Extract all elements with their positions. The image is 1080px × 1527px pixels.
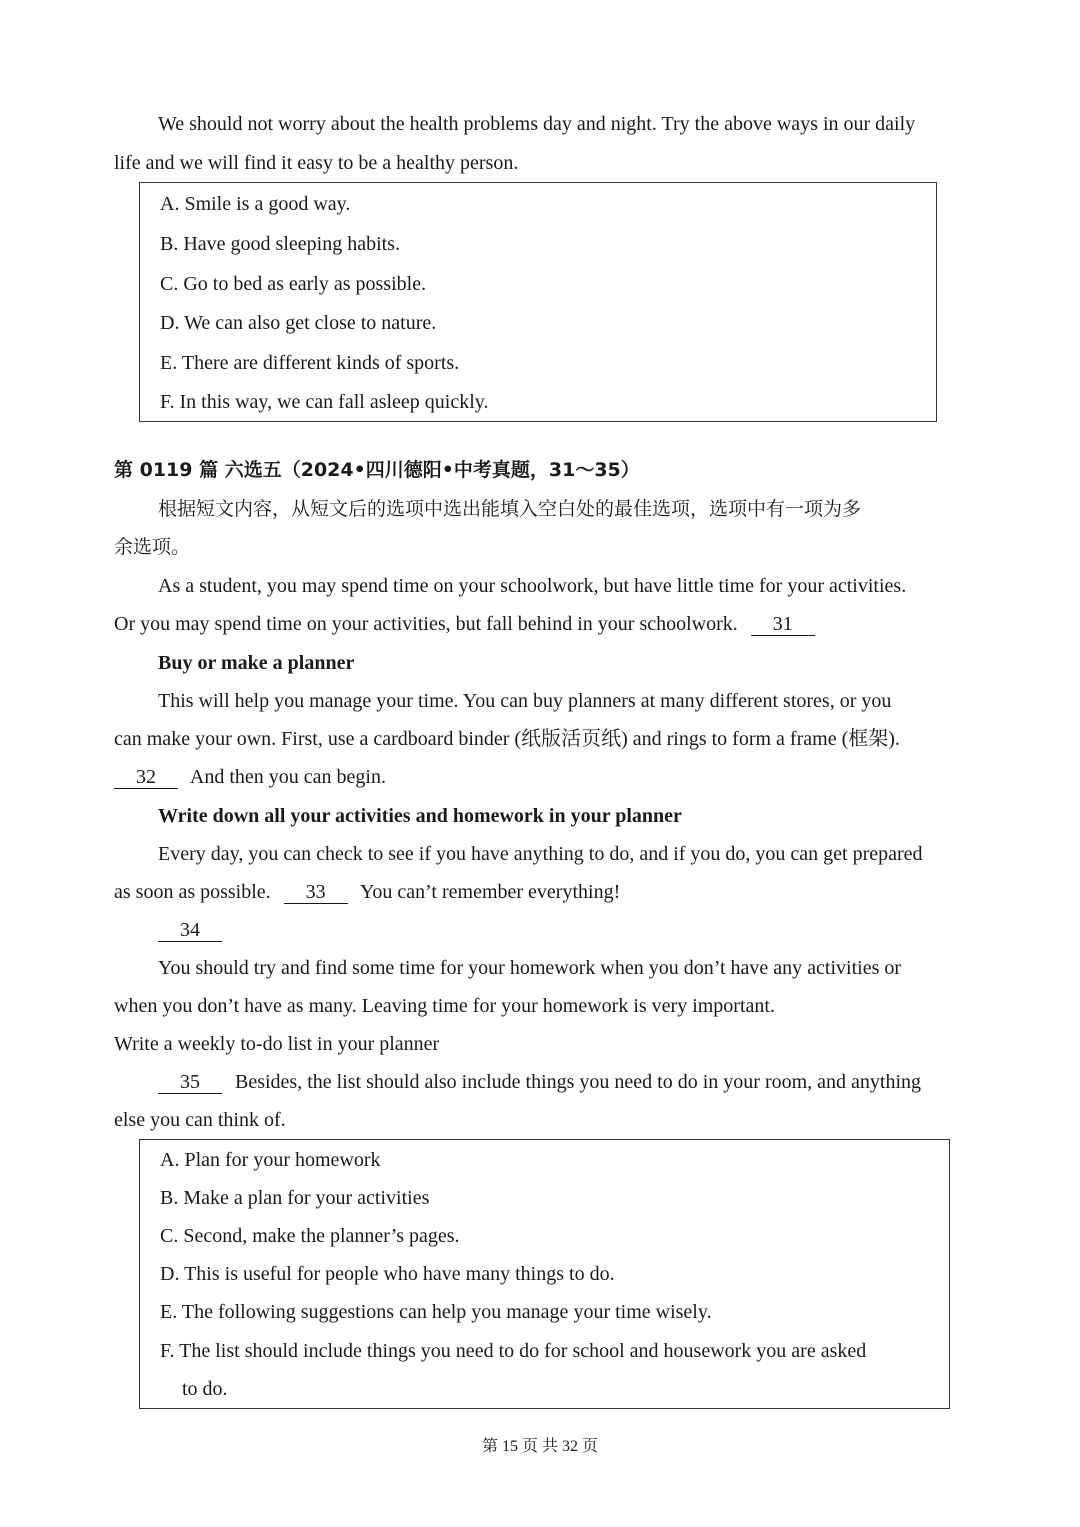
option-b: B. Have good sleeping habits. xyxy=(160,233,400,255)
passage-text: when you don’t have as many. Leaving time for your homework is very important. xyxy=(114,995,775,1017)
passage-text-span: Besides, the list should also include things you need to do in your room, and anything xyxy=(235,1071,922,1093)
passage-text-span: Or you may spend time on your activities, but fall behind in your schoolwork. xyxy=(114,613,738,635)
options-box-1 xyxy=(139,182,937,422)
blank-33: 33 xyxy=(284,881,348,904)
passage-text: You should try and find some time for your homework when you don’t have any activities or xyxy=(158,957,902,979)
option-c: C. Go to bed as early as possible. xyxy=(160,273,427,295)
passage-text: We should not worry about the health problems day and night. Try the above ways in our daily xyxy=(158,113,916,135)
passage-text-span: as soon as possible. xyxy=(114,881,271,903)
passage-text: can make your own. First, use a cardboard binder (纸版活页纸) and rings to form a frame (框架). xyxy=(114,728,900,750)
blank-34: 34 xyxy=(158,919,222,942)
passage-text xyxy=(114,764,386,790)
option-a: A. Plan for your homework xyxy=(160,1149,381,1171)
option-e: E. The following suggestions can help you manage your time wisely. xyxy=(160,1301,712,1323)
option-c: C. Second, make the planner’s pages. xyxy=(160,1225,460,1247)
passage-text: else you can think of. xyxy=(114,1109,286,1131)
section-title: 第 0119 篇 六选五（2024•四川德阳•中考真题，31～35） xyxy=(114,459,640,481)
passage-text xyxy=(158,917,222,943)
passage-text xyxy=(114,611,815,637)
passage-text-span: You can’t remember everything! xyxy=(359,881,621,903)
option-d: D. This is useful for people who have many things to do. xyxy=(160,1263,615,1285)
passage-text xyxy=(158,1069,921,1095)
blank-35: 35 xyxy=(158,1071,222,1094)
subheading: Buy or make a planner xyxy=(158,652,355,674)
passage-text-span: And then you can begin. xyxy=(189,766,386,788)
option-f: F. In this way, we can fall asleep quickly. xyxy=(160,391,489,413)
options-box-2 xyxy=(139,1139,950,1409)
option-b: B. Make a plan for your activities xyxy=(160,1187,430,1209)
blank-32: 32 xyxy=(114,766,178,789)
option-f-continued: to do. xyxy=(182,1378,228,1400)
passage-text: Every day, you can check to see if you have anything to do, and if you do, you can get prepared xyxy=(158,843,923,865)
subheading: Write down all your activities and homework in your planner xyxy=(158,805,682,827)
instruction-text: 余选项。 xyxy=(114,536,191,558)
passage-text: This will help you manage your time. You can buy planners at many different stores, or you xyxy=(158,690,892,712)
passage-text xyxy=(114,879,620,905)
passage-text: As a student, you may spend time on your schoolwork, but have little time for your activities. xyxy=(158,575,907,597)
option-f: F. The list should include things you need to do for school and housework you are asked xyxy=(160,1340,867,1362)
subheading: Write a weekly to-do list in your planner xyxy=(114,1033,440,1055)
option-a: A. Smile is a good way. xyxy=(160,193,351,215)
instruction-text: 根据短文内容，从短文后的选项中选出能填入空白处的最佳选项，选项中有一项为多 xyxy=(158,498,862,520)
option-d: D. We can also get close to nature. xyxy=(160,312,437,334)
option-e: E. There are different kinds of sports. xyxy=(160,352,460,374)
passage-text: life and we will find it easy to be a healthy person. xyxy=(114,152,519,174)
page-footer: 第 15 页 共 32 页 xyxy=(481,1438,598,1455)
blank-31: 31 xyxy=(751,613,815,636)
